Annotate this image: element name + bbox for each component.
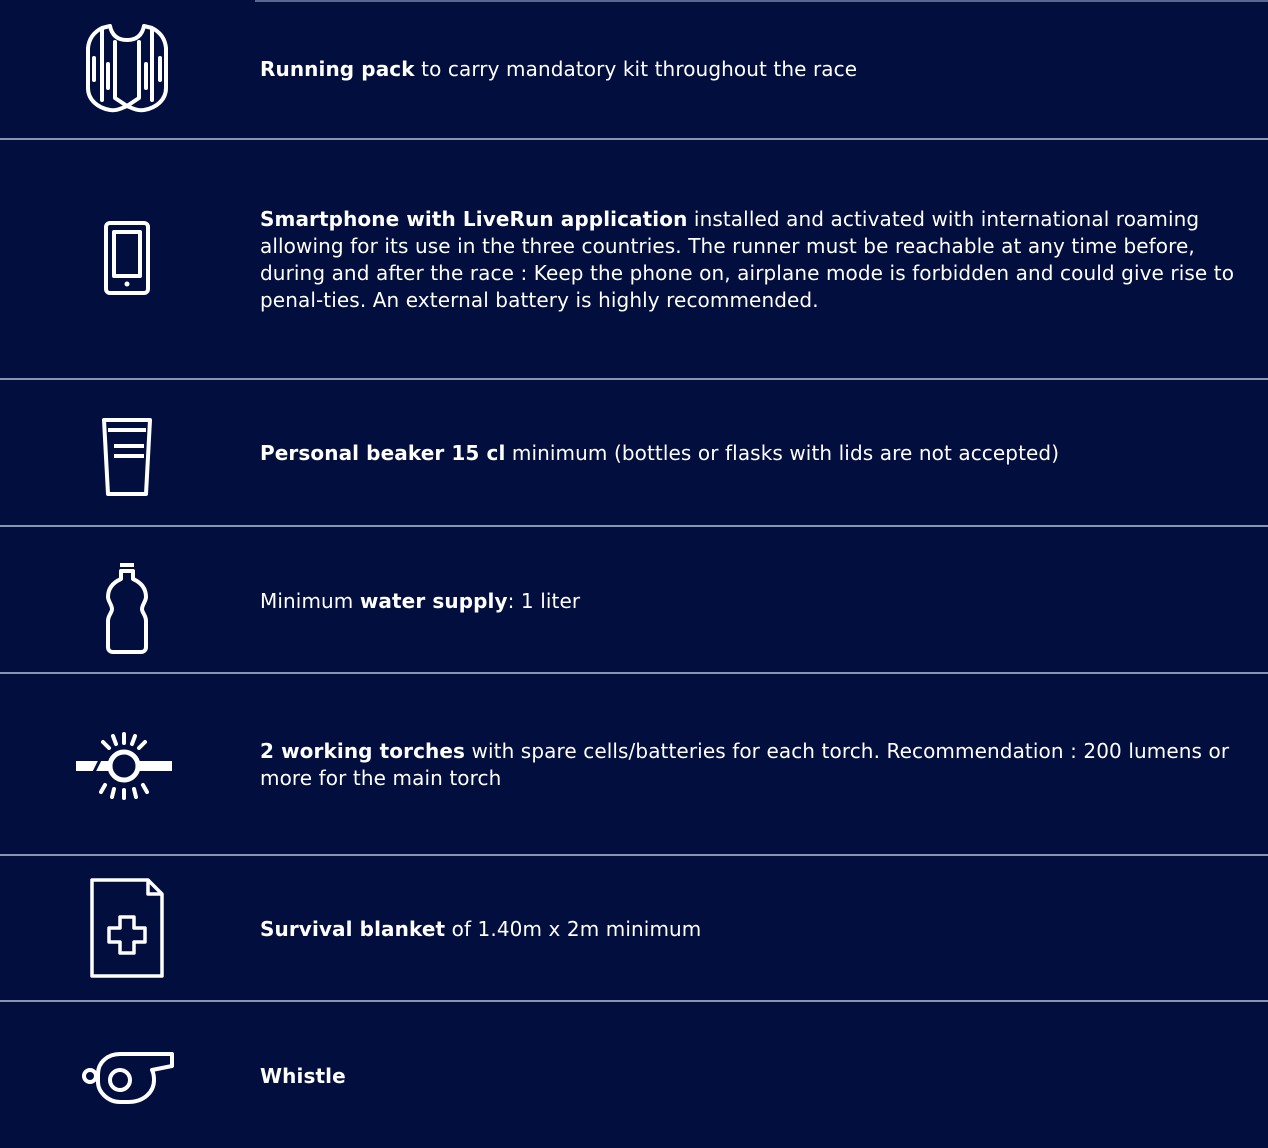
beaker-icon — [72, 402, 182, 512]
list-item — [0, 856, 1268, 1000]
smartphone-icon — [72, 203, 182, 313]
item-title: 2 working torches — [260, 739, 466, 763]
item-title: Personal beaker 15 cl — [260, 441, 506, 465]
survival-blanket-icon — [72, 872, 182, 982]
item-title: Whistle — [260, 1064, 346, 1088]
item-text — [260, 588, 1262, 615]
item-description: to carry mandatory kit throughout the race — [414, 57, 858, 81]
item-title: Running pack — [260, 57, 415, 81]
list-item — [0, 1002, 1268, 1148]
water-bottle-icon — [72, 549, 182, 659]
item-description: : 1 liter — [507, 589, 581, 613]
item-text — [260, 1063, 1262, 1090]
item-description: minimum (bottles or flasks with lids are not accepted) — [505, 441, 1060, 465]
item-title: Survival blanket — [260, 917, 446, 941]
item-description: with spare cells/batteries for each torch. Recommendation : 200 lumens or more for the main torch — [260, 739, 1230, 790]
list-item — [0, 527, 1268, 672]
item-description: installed and activated with international roaming allowing for its use in the three countries. The runner must be reachable at any time before, during and after the race : Keep the phone on, airplane mode is forbidden and could give rise to penal-ties. An external battery is highly recommended. — [260, 207, 1235, 312]
list-item — [0, 0, 1268, 138]
list-item — [0, 380, 1268, 525]
list-item — [0, 140, 1268, 378]
item-description: of 1.40m x 2m minimum — [445, 917, 702, 941]
list-item — [0, 674, 1268, 854]
running-pack-icon — [72, 14, 182, 124]
item-text — [260, 206, 1262, 314]
item-text — [260, 916, 1262, 943]
headlamp-icon — [72, 710, 182, 820]
item-prefix: Minimum — [260, 589, 360, 613]
item-text — [260, 440, 1262, 467]
whistle-icon — [72, 1024, 182, 1134]
item-text — [260, 56, 1262, 83]
item-text — [260, 738, 1262, 792]
item-title: water supply — [359, 589, 508, 613]
item-title: Smartphone with LiveRun application — [260, 207, 688, 231]
